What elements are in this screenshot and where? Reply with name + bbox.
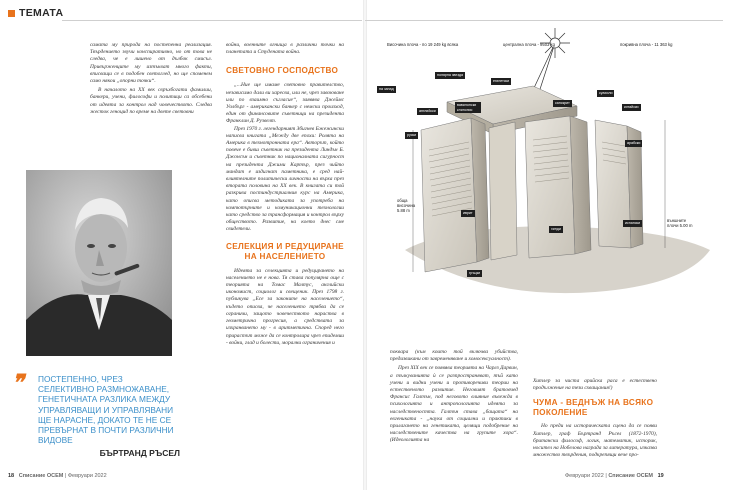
heading: СЕЛЕКЦИЯ И РЕДУЦИРАНЕ НА НАСЕЛЕНИЕТО [226, 241, 344, 261]
width-label: външните плочи 5.00 m [667, 218, 693, 228]
section-marker-icon [8, 10, 15, 17]
monument-illustration [365, 0, 730, 300]
paragraph: Хитлер за чиста арийска раса е естествено продължение на тези схващания!) [533, 378, 657, 392]
paragraph: Но преди на историческата сцена да се появи Хитлер, граф Бъртранд Ръсел (1872-1970), британски философ, логик, математик, историк, носител на Нобелова награда за литература, изказва множество твърдения, подкрепящи вече про- [533, 423, 657, 459]
footer-left: 18 Списание ОСЕМ | Февруари 2022 [8, 473, 107, 479]
label-tag: испански [625, 221, 641, 225]
label-tag: на запад [379, 87, 394, 91]
portrait-photo [26, 170, 172, 356]
label-tag: санскрит [555, 101, 570, 105]
left-col1 [90, 42, 212, 116]
quote-author: БЪРТРАНД РЪСЕЛ [99, 448, 180, 459]
label-tag: китайски [624, 105, 639, 109]
quote-text: ПОСТЕПЕННО, ЧРЕЗ СЕЛЕКТИВНО РАЗМНОЖАВАНЕ, ГЕНЕТИЧНАТА РАЗЛИКА МЕЖДУ УПРАВЛЯВАЩИ И УПРАВЛЯВАНИ ЩЕ НАРАСНЕ, ДОКАТО ТЕ НЕ СЕ ПРЕВЪРНАТ В ПОЧТИ РАЗЛИЧНИ ВИДОВЕ [38, 374, 174, 446]
label-tag: хинди [551, 227, 561, 231]
paragraph: „...Ние ще имаме световно правителство, независимо дали ви харесва, или не, чрез завоюване или по взаимно съгласие“, заявява Джеймс Уолбърг - американски банкер с немски произход, един от финансовите съветници на президента Франклин Д. Рузвелт. [226, 82, 344, 125]
section-tag [8, 7, 63, 19]
issue-date: Февруари 2022 [565, 473, 604, 479]
heading: ЧУМА - ВЕДНЪЖ НА ВСЯКО ПОКОЛЕНИЕ [533, 398, 654, 418]
page-number: 18 [8, 473, 15, 479]
footer-right: Февруари 2022 | Списание ОСЕМ 19 [565, 473, 664, 479]
label-tag: вавилонски клинопис [455, 102, 481, 113]
magazine-name: Списание ОСЕМ [608, 473, 653, 479]
label-tag: арабски [627, 141, 641, 145]
paragraph: Идеята за селекцията и редуцирането на населението не е нова. Тя става популярна още с теорията на Томас Малтус, английски икономист, социолог и свещеник. През 1798 г. публикува „Есе за законите на населението“, където описва, че населението трябва да се ограничи, защото човечеството нараства в геометрична прогресия, а средствата за изхранването му - в аритметична. Според него прирастът може да се контролира чрез епидемии - войни, глад и болести, морални ограничения и [226, 267, 344, 346]
pull-quote [38, 374, 180, 458]
right-col1 [390, 349, 518, 445]
paragraph: поквара (към които той включва убийства, предизвикани от завременяване и хомосексуалност). [390, 349, 518, 363]
paragraph: войни, военните огнища в различни точки на планетата и Студената война. [226, 42, 344, 56]
right-col2 [533, 378, 657, 459]
paragraph: През XIX век се появява теорията на Чарлз Дарвин, а тълкуванията ѝ се разпространяват, тъй като учени и видни учени и противоречиви теории на естественото развитие. Неговият братовчед Франсис Галтън, под неговото влияние въвежда в психологията и антропологията идеята за наследствеността. Галтън става „бащата“ на евгениката - „наука от социални и практики в прилагането на генетиката, целящи подобрение на наследствените качества на групите хора“. (Идеологията на [390, 365, 518, 444]
right-page [365, 0, 730, 490]
weight-label: централна плоча - 9503 kg [503, 42, 555, 47]
paragraph: самата му природа на постепенна реализация. Твърдението звучи конспиративно, но от това не следва, че е лишено от дълбок смисъл. Привърженците му изтъкват много факти, вписващи се в подобен светоглед, но ще споменем само някои „опорни точки“. [90, 42, 212, 85]
quote-icon: ❞ [12, 370, 24, 395]
label-tag: полярна звезда [437, 73, 463, 77]
issue-date: Февруари 2022 [67, 473, 107, 479]
label-tag: египетски [493, 79, 510, 83]
magazine-name: Списание ОСЕМ [18, 473, 64, 479]
label-tag: иврит [463, 211, 473, 215]
section-title: ТЕМАТА [19, 7, 64, 19]
header-rule [62, 20, 362, 21]
page-number: 19 [657, 473, 664, 479]
weight-label: покривна плоча - 11 363 kg [620, 42, 673, 47]
label-tag: суахили [599, 91, 613, 95]
label-tag: английски [419, 109, 436, 113]
weight-label: Височина плоча - по 19 249 kg всяка [387, 42, 459, 47]
paragraph: В началото на XX век свръхбогати фамилии, банкери, учени, философи и политици са обсебени от идеята за контрол над човечеството. Следва жесток геноцид по време на двете световни [90, 87, 212, 115]
paragraph: През 1970 г. легендарният Збигнев Бжежински написва книгата „Между две епохи: Ролята на Америка в технотронната ера“. Авторът, който повече е бивш съветник на президента Линдън Б. Джонсън и съветник по националната сигурност на президента Джими Картър, през чийто мандат е издигнат паметника, е сред най-влиятелните политически личности на върха през втората половина на XX век. В книгата си той разкрива постиндустриалния курс на Америка, като описва методиката за употреба на компютърните и комуникационни технологии като средство за трансформация и контрол върху обществото. Развитие, на което днес сме свидетели. [226, 125, 344, 233]
height-label: обща височина 5.88 m [397, 198, 416, 213]
heading: СВЕТОВНО ГОСПОДСТВО [226, 66, 339, 76]
left-col2 [226, 42, 344, 347]
label-tag: руски [407, 133, 417, 137]
label-tag: гръцки [469, 271, 481, 275]
